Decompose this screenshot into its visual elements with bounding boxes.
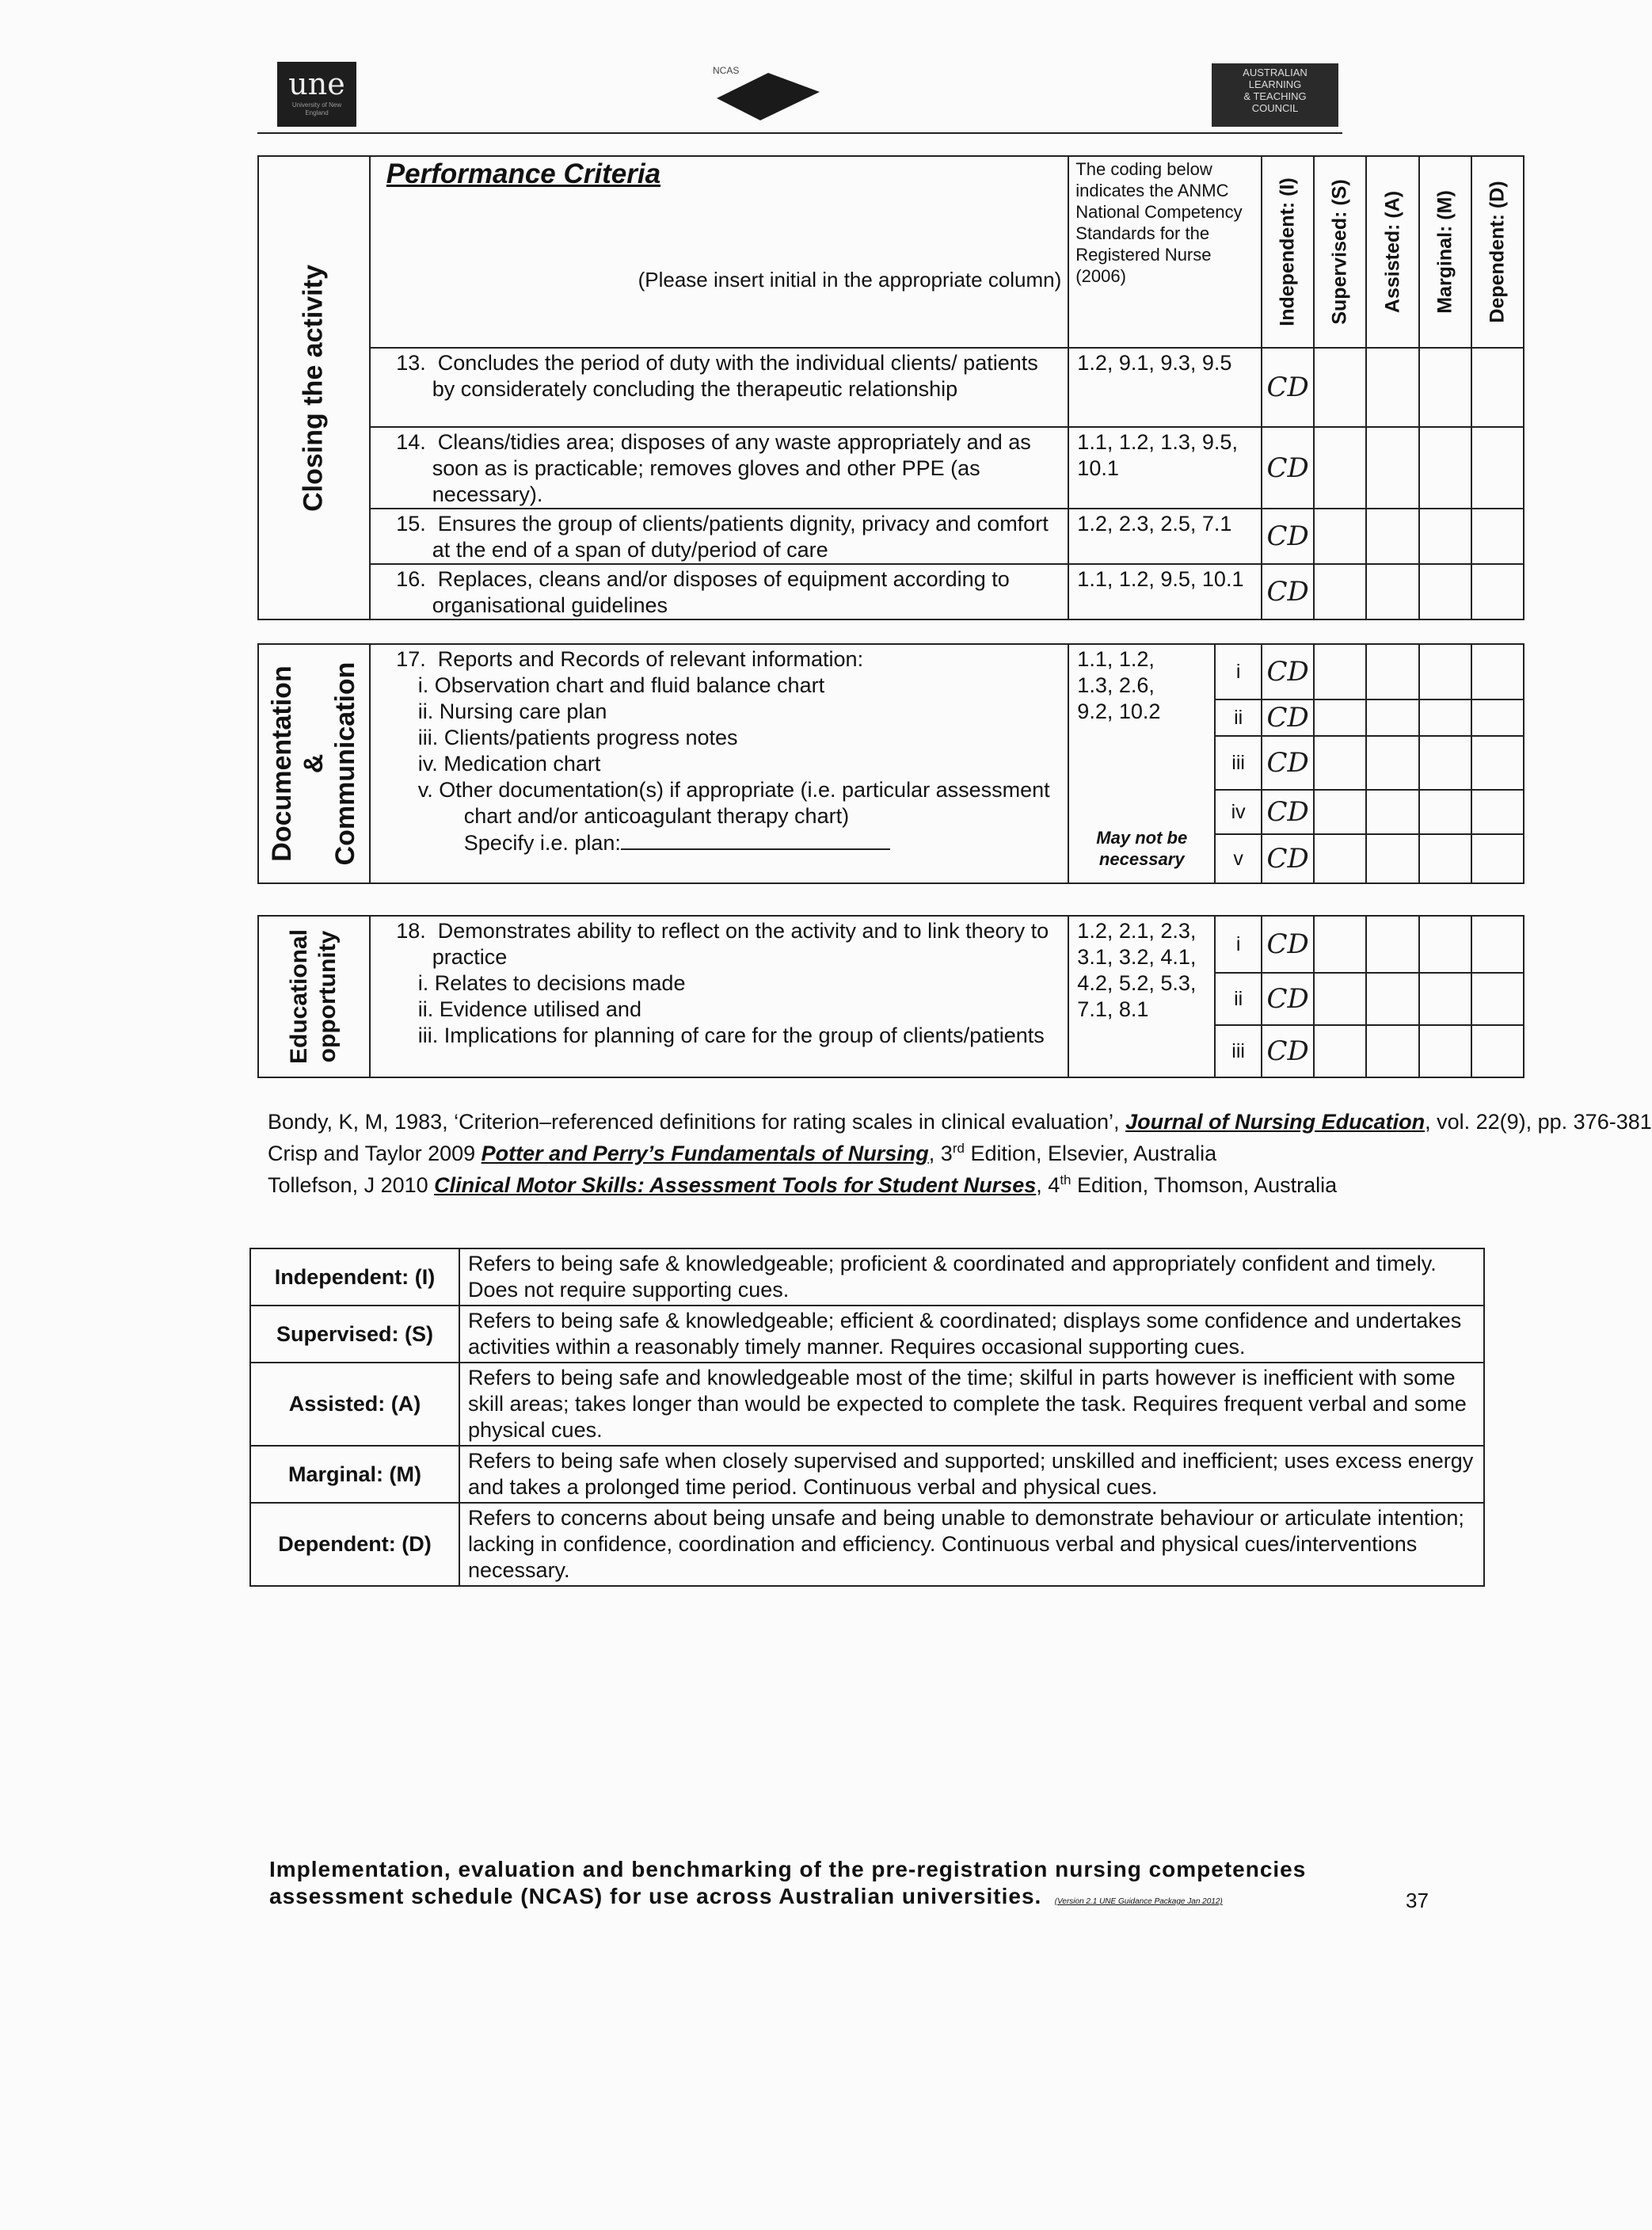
level-name: Marginal: (M) [250,1446,459,1503]
initial-cell-independent[interactable] [1262,644,1314,699]
initial-cell-dependent[interactable] [1471,973,1524,1025]
initial-cell-assisted[interactable] [1366,427,1418,509]
criteria-number: 17. [396,647,426,671]
initial-cell-supervised[interactable] [1314,973,1366,1025]
altc-logo-line: COUNCIL [1251,102,1299,114]
criteria-number: 14. [396,430,426,454]
item-text: Clients/patients progress notes [443,726,738,749]
initial-signature: CD [1266,576,1309,608]
specify-label: Specify i.e. plan: [463,831,621,855]
initial-cell-marginal[interactable] [1419,973,1471,1025]
initial-cell-supervised[interactable] [1314,564,1366,619]
reference-text: Bondy, K, M, 1983, ‘Criterion–referenced definitions for rating scales in clinical evaluation’, [268,1110,1126,1134]
criteria-codes: 1.1, 1.2, 1.3, 9.5, 10.1 [1068,427,1262,509]
level-description: Refers to being safe when closely supervised and supported; unskilled and inefficient; uses excess energy and takes a prolonged time period. Continuous verbal and physical cues. [459,1446,1484,1503]
initial-cell-independent[interactable] [1262,736,1314,790]
altc-logo [1212,63,1338,127]
criteria-number: 18. [396,919,426,943]
footer [269,1856,1473,1910]
insert-initial-instruction: (Please insert initial in the appropriate column) [638,268,1062,292]
may-not-be-necessary-note: May not be necessary [1096,828,1188,869]
col-marginal [1419,156,1471,348]
initial-signature: CD [1266,1035,1309,1067]
criteria-text: Ensures the group of clients/patients dignity, privacy and comfort at the end of a span of duty/period of care [432,512,1049,562]
initial-cell-supervised[interactable] [1314,644,1366,699]
initial-signature: CD [1266,520,1309,552]
level-label: ii [1215,699,1262,736]
initial-cell-assisted[interactable] [1366,790,1418,834]
level-definition-row [250,1306,1484,1363]
altc-logo-line: & TEACHING [1243,90,1307,102]
reference-text: Crisp and Taylor 2009 [268,1142,482,1165]
references [268,1109,1652,1199]
une-logo [277,62,356,127]
une-logo-text: une [288,67,345,101]
initial-cell-assisted[interactable] [1366,699,1418,736]
initial-cell-assisted[interactable] [1366,973,1418,1025]
section-label-line: & [299,753,329,774]
initial-cell-marginal[interactable] [1419,736,1471,790]
initial-cell-marginal[interactable] [1419,564,1471,619]
item-roman: i. [417,673,429,697]
reference-line [268,1135,1527,1167]
section-label-line: Educational [286,928,313,1065]
initial-cell-marginal[interactable] [1419,509,1471,564]
reference-title: Potter and Perry’s Fundamentals of Nursing [481,1142,929,1165]
initial-cell-supervised[interactable] [1314,427,1366,509]
initial-cell-supervised[interactable] [1314,1025,1366,1077]
section-label: Closing the activity [298,264,329,512]
reference-text: , 4 [1036,1173,1060,1197]
page-number: 37 [1406,1889,1429,1912]
criteria-codes: 1.1, 1.2, 9.5, 10.1 [1068,564,1262,619]
initial-signature: CD [1266,452,1309,484]
footer-title-line: assessment schedule (NCAS) for use across Australian universities. [269,1884,1042,1908]
criteria-codes: 1.1, 1.2, 1.3, 2.6, 9.2, 10.2 [1077,647,1161,723]
level-definition-row [250,1363,1484,1446]
initial-signature: CD [1266,843,1309,875]
criteria-row [258,564,1524,619]
item-roman: ii. [417,997,434,1021]
initial-cell-dependent[interactable] [1471,916,1524,973]
section-label [266,662,361,866]
criteria-17-cell [370,644,1069,883]
level-definition-row [250,1248,1484,1306]
initial-cell-marginal[interactable] [1419,427,1471,509]
level-name: Supervised: (S) [250,1306,459,1363]
ncas-logo-text: NCAS [713,65,740,76]
level-name: Assisted: (A) [250,1363,459,1446]
criteria-codes: 1.2, 2.1, 2.3, 3.1, 3.2, 4.1, 4.2, 5.2, 5.3, 7.1, 8.1 [1068,916,1215,1077]
initial-cell-supervised[interactable] [1314,348,1366,427]
level-definitions-table [249,1248,1485,1587]
initial-cell-dependent[interactable] [1471,699,1524,736]
footer-title-row [269,1883,1473,1910]
level-label: iii [1215,736,1262,790]
section-label-line: Communication [330,661,361,866]
section-label-line: opportunity [314,930,341,1063]
item-text: Relates to decisions made [434,971,686,995]
initial-cell-supervised[interactable] [1314,834,1366,883]
footer-title-line: Implementation, evaluation and benchmarking of the pre-registration nursing competencies [269,1857,1307,1881]
criteria-text: Concludes the period of duty with the individual clients/ patients by considerately concluding the therapeutic relationship [432,351,1038,401]
initial-signature: CD [1266,983,1309,1015]
coding-description: The coding below indicates the ANMC National Competency Standards for the Registered Nurse (2006) [1075,159,1243,286]
criteria-text: Cleans/tidies area; disposes of any waste appropriately and as soon as is practicable; removes gloves and other PPE (as necessary). [432,430,1031,506]
footer-version: (Version 2.1 UNE Guidance Package Jan 2012) [1054,1897,1223,1906]
criteria-codes: 1.2, 2.3, 2.5, 7.1 [1068,509,1262,564]
initial-cell-dependent[interactable] [1471,509,1524,564]
item-text: Observation chart and fluid balance chart [434,673,825,697]
reference-text: Edition, Thomson, Australia [1071,1173,1338,1197]
item-roman: iii. [417,726,439,749]
col-assisted [1366,156,1418,348]
criteria-row [258,427,1524,509]
initial-cell-dependent[interactable] [1471,790,1524,834]
initial-signature: CD [1266,796,1309,828]
reference-text: Tollefson, J 2010 [268,1173,435,1197]
initial-cell-independent[interactable] [1262,790,1314,834]
reference-text: Edition, Elsevier, Australia [964,1142,1217,1165]
section-label [285,929,342,1064]
altc-logo-line: LEARNING [1248,78,1302,90]
section-label-cell [258,644,370,883]
initial-cell-marginal[interactable] [1419,699,1471,736]
item-roman: iii. [417,1024,439,1047]
col-supervised-label: Supervised: (S) [1328,179,1351,325]
altc-logo-line: AUSTRALIAN [1243,67,1308,78]
criteria-17-codes-cell [1068,644,1215,883]
header-rule [257,132,1342,134]
performance-criteria-title: Performance Criteria [386,158,661,189]
educational-table [257,915,1524,1078]
reference-title: Journal of Nursing Education [1125,1110,1426,1134]
reference-line [268,1167,1527,1199]
col-dependent-label: Dependent: (D) [1486,181,1509,323]
item-roman: ii. [417,699,434,723]
level-description: Refers to being safe and knowledgeable most of the time; skilful in parts however is inefficient with some skill areas; takes longer than would be expected to complete the task. Requires frequent verbal and some physical cues. [459,1363,1484,1446]
initial-cell-marginal[interactable] [1419,1025,1471,1077]
criteria-text: Reports and Records of relevant information: [437,647,864,671]
criteria-header-cell [370,156,1069,348]
coding-header-cell [1068,156,1262,348]
criteria-number: 13. [396,351,426,375]
closing-activity-table [257,155,1524,620]
level-label: iv [1215,790,1262,834]
section-label-cell [258,916,370,1077]
item-roman: iv. [417,752,438,776]
initial-cell-independent[interactable] [1262,348,1314,427]
initial-cell-independent[interactable] [1262,509,1314,564]
level-definition-row [250,1446,1484,1503]
criteria-18-cell [370,916,1069,1077]
level-label: iii [1215,1025,1262,1077]
col-marginal-label: Marginal: (M) [1433,190,1456,314]
documentation-table [257,643,1524,884]
initial-cell-independent[interactable] [1262,973,1314,1025]
level-definition-row [250,1503,1484,1586]
initial-signature: CD [1266,747,1309,779]
item-roman: v. [417,778,433,802]
initial-cell-independent[interactable] [1262,427,1314,509]
initial-cell-marginal[interactable] [1419,834,1471,883]
reference-text: , vol. 22(9), pp. 376-381 [1425,1110,1652,1134]
initial-cell-dependent[interactable] [1471,348,1524,427]
reference-superscript: rd [952,1141,965,1156]
criteria-number: 15. [396,512,426,536]
initial-cell-dependent[interactable] [1471,736,1524,790]
initial-cell-independent[interactable] [1262,834,1314,883]
initial-cell-independent[interactable] [1262,916,1314,973]
initial-cell-assisted[interactable] [1366,916,1418,973]
level-description: Refers to concerns about being unsafe and being unable to demonstrate behaviour or articulate intention; lacking in confidence, coordination and efficiency. Continuous verbal and physical cues/interventions necessary. [459,1503,1484,1586]
initial-cell-dependent[interactable] [1471,1025,1524,1077]
initial-cell-marginal[interactable] [1419,916,1471,973]
level-description: Refers to being safe & knowledgeable; efficient & coordinated; displays some confidence and undertakes activities within a reasonably timely manner. Requires occasional supporting cues. [459,1306,1484,1363]
initial-cell-assisted[interactable] [1366,1025,1418,1077]
reference-superscript: th [1060,1172,1072,1187]
item-text: Nursing care plan [439,699,607,723]
initial-cell-assisted[interactable] [1366,736,1418,790]
item-text: Implications for planning of care for the group of clients/patients [443,1024,1045,1047]
initial-cell-assisted[interactable] [1366,348,1418,427]
initial-cell-supervised[interactable] [1314,699,1366,736]
une-logo-subtext: University of New England [291,101,342,116]
item-text: Medication chart [443,752,601,776]
section-label-line: Documentation [267,665,298,862]
initial-signature: CD [1266,372,1309,403]
criteria-number: 16. [396,567,426,591]
initial-cell-supervised[interactable] [1314,790,1366,834]
initial-signature: CD [1266,702,1309,734]
col-supervised [1314,156,1366,348]
criteria-text: Demonstrates ability to reflect on the activity and to link theory to practice [432,919,1049,969]
initial-cell-assisted[interactable] [1366,644,1418,699]
ncas-logo [713,65,824,122]
initial-cell-marginal[interactable] [1419,644,1471,699]
initial-cell-independent[interactable] [1262,1025,1314,1077]
initial-cell-dependent[interactable] [1471,427,1524,509]
col-independent [1262,156,1314,348]
level-label: i [1215,644,1262,699]
reference-text: , 3 [928,1142,953,1165]
col-independent-label: Independent: (I) [1276,177,1299,326]
criteria-row [258,509,1524,564]
initial-cell-dependent[interactable] [1471,834,1524,883]
initial-signature: CD [1266,928,1309,960]
reference-title: Clinical Motor Skills: Assessment Tools for Student Nurses [434,1173,1037,1197]
reference-line [268,1109,1652,1135]
level-name: Dependent: (D) [250,1503,459,1586]
initial-cell-independent[interactable] [1262,564,1314,619]
initial-cell-marginal[interactable] [1419,348,1471,427]
criteria-text: Replaces, cleans and/or disposes of equipment according to organisational guidelines [432,567,1010,617]
level-label: ii [1215,973,1262,1025]
level-label: i [1215,916,1262,973]
initial-cell-supervised[interactable] [1314,916,1366,973]
level-description: Refers to being safe & knowledgeable; proficient & coordinated and appropriately confident and timely. Does not require supporting cues. [459,1248,1484,1306]
initial-cell-supervised[interactable] [1314,736,1366,790]
initial-signature: CD [1266,656,1309,688]
item-text: Other documentation(s) if appropriate (i.e. particular assessment chart and/or anticoagulant therapy chart) [439,778,1050,828]
specify-input[interactable] [621,829,890,850]
initial-cell-dependent[interactable] [1471,644,1524,699]
criteria-codes: 1.2, 9.1, 9.3, 9.5 [1068,348,1262,427]
initial-cell-assisted[interactable] [1366,564,1418,619]
item-roman: i. [417,971,429,995]
initial-cell-supervised[interactable] [1314,509,1366,564]
level-label: v [1215,834,1262,883]
initial-cell-assisted[interactable] [1366,509,1418,564]
col-dependent [1471,156,1524,348]
level-name: Independent: (I) [250,1248,459,1306]
col-assisted-label: Assisted: (A) [1381,190,1403,314]
initial-cell-independent[interactable] [1262,699,1314,736]
criteria-row [258,348,1524,427]
initial-cell-marginal[interactable] [1419,790,1471,834]
initial-cell-dependent[interactable] [1471,564,1524,619]
item-text: Evidence utilised and [439,997,641,1021]
initial-cell-assisted[interactable] [1366,834,1418,883]
section-label-cell [258,156,370,619]
